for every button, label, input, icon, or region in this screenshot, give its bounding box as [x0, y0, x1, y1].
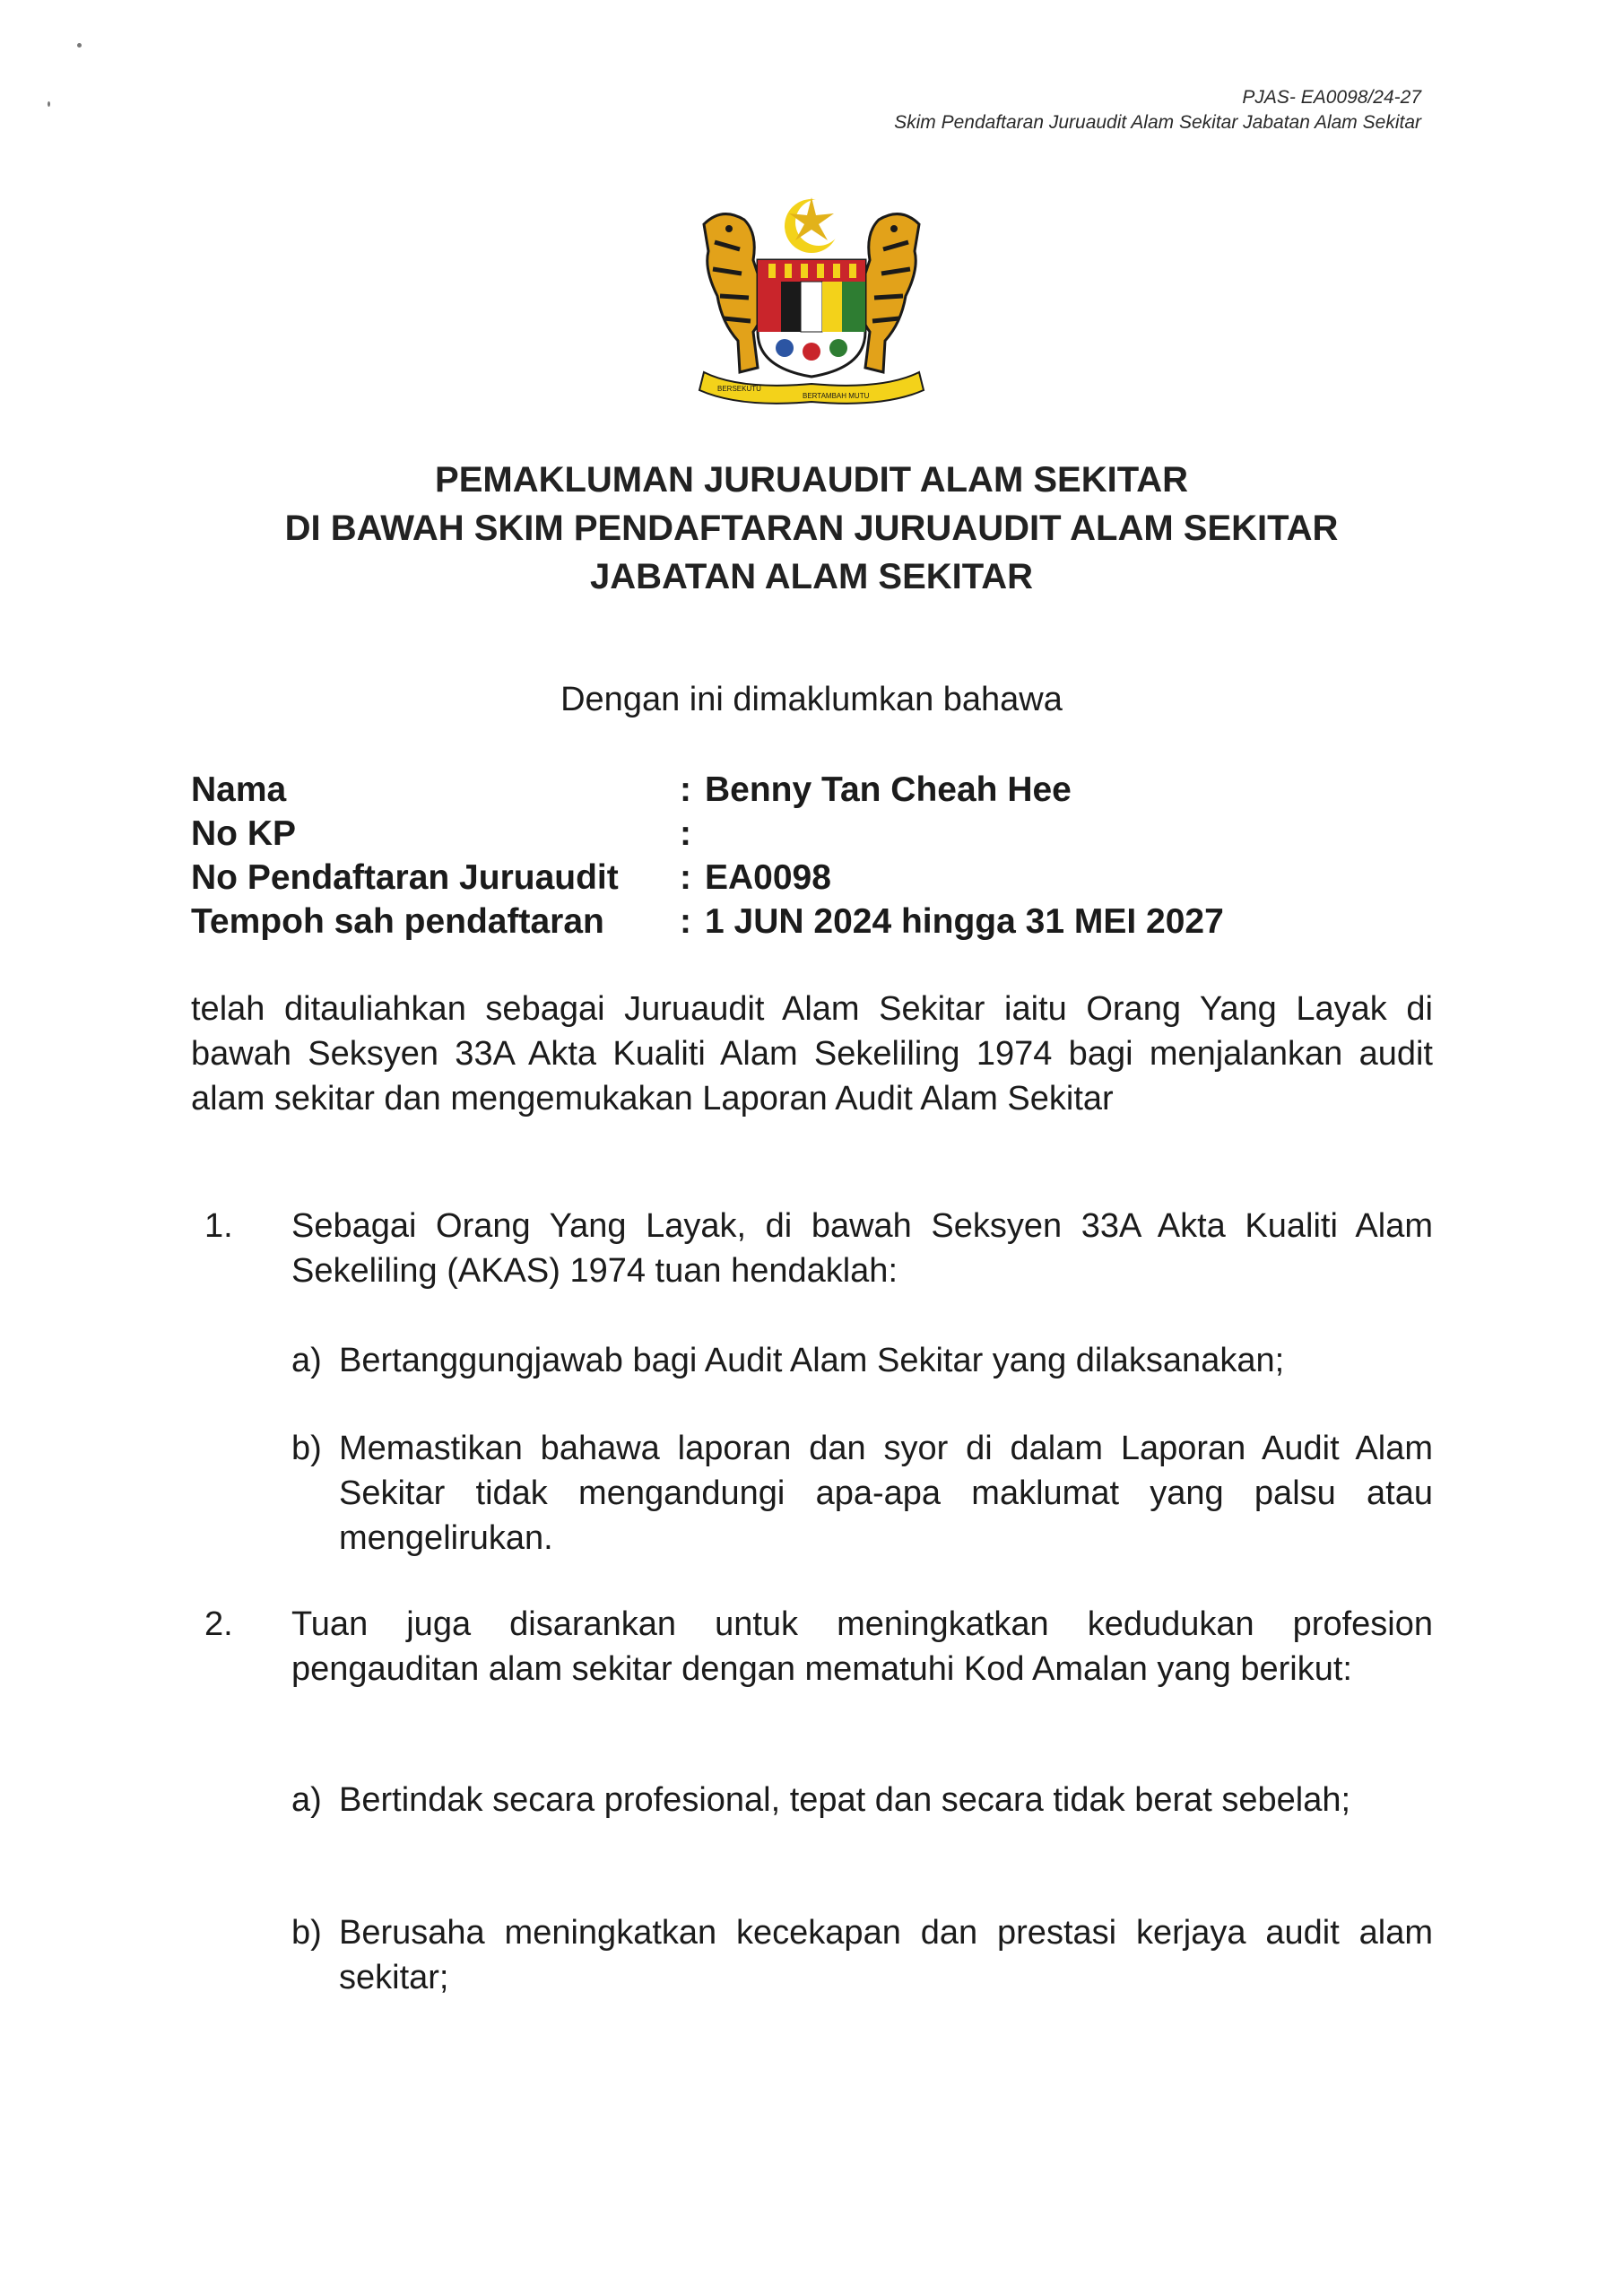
sub-item-letter: b): [291, 1430, 322, 1467]
field-separator: :: [680, 814, 691, 853]
numbered-item-2: [191, 1602, 1433, 1692]
sub-item-text: Memastikan bahawa laporan dan syor di dalam Laporan Audit Alam Sekitar tidak mengandungi apa-apa maklumat yang palsu atau mengelirukan.: [339, 1430, 1433, 1557]
sub-item-2b: [291, 1910, 1433, 2000]
sub-item-2a: [291, 1778, 1433, 1822]
field-label: No Pendaftaran Juruaudit: [191, 858, 619, 897]
numbered-item-1: [191, 1204, 1433, 1293]
scheme-name: Skim Pendaftaran Juruaudit Alam Sekitar Jabatan Alam Sekitar: [894, 112, 1421, 133]
motto-right: BERTAMBAH MUTU: [803, 392, 870, 400]
field-label: Tempoh sah pendaftaran: [191, 902, 604, 941]
field-value: Benny Tan Cheah Hee: [705, 770, 1072, 809]
reference-header: [894, 85, 1421, 135]
field-value: EA0098: [705, 858, 831, 897]
field-row-validity-period: [191, 900, 1224, 944]
scan-speck: [48, 101, 50, 107]
item-text: Sebagai Orang Yang Layak, di bawah Seksyen 33A Akta Kualiti Alam Sekeliling (AKAS) 1974 tuan hendaklah:: [291, 1207, 1433, 1290]
sub-item-text: Bertindak secara profesional, tepat dan secara tidak berat sebelah;: [339, 1781, 1351, 1819]
title-line-2: DI BAWAH SKIM PENDAFTARAN JURUAUDIT ALAM SEKITAR: [284, 509, 1339, 548]
sub-item-text: Berusaha meningkatkan kecekapan dan prestasi kerjaya audit alam sekitar;: [339, 1914, 1433, 1996]
intro-text: Dengan ini dimaklumkan bahawa: [560, 681, 1063, 718]
document-title: [0, 456, 1623, 601]
title-line-3: JABATAN ALAM SEKITAR: [589, 557, 1034, 596]
body-paragraph: telah ditauliahkan sebagai Juruaudit Alam Sekitar iaitu Orang Yang Layak di bawah Seksyen 33A Akta Kualiti Alam Sekeliling 1974 bagi menjalankan audit alam sekitar dan mengemukakan Laporan Audit Alam Sekitar: [191, 990, 1433, 1118]
sub-item-text: Bertanggungjawab bagi Audit Alam Sekitar yang dilaksanakan;: [339, 1342, 1285, 1379]
field-separator: :: [680, 770, 691, 809]
sub-item-letter: a): [291, 1781, 322, 1819]
field-separator: :: [680, 858, 691, 897]
sub-item-1b: [291, 1426, 1433, 1561]
sub-item-letter: a): [291, 1342, 322, 1379]
malaysia-coat-of-arms-icon: [668, 188, 955, 422]
reference-code: PJAS- EA0098/24-27: [1242, 87, 1421, 108]
right-tiger-icon: [860, 214, 919, 372]
item-text: Tuan juga disarankan untuk meningkatkan kedudukan profesion pengauditan alam sekitar dengan mematuhi Kod Amalan yang berikut:: [291, 1605, 1433, 1688]
left-tiger-icon: [704, 214, 763, 372]
field-separator: :: [680, 902, 691, 941]
field-row-id-number: [191, 812, 1224, 856]
field-label: No KP: [191, 814, 296, 853]
details-table: [191, 768, 1224, 944]
field-row-registration-number: [191, 856, 1224, 900]
sub-item-letter: b): [291, 1914, 322, 1952]
field-label: Nama: [191, 770, 287, 809]
field-value: 1 JUN 2024 hingga 31 MEI 2027: [705, 902, 1224, 941]
shield-icon: [758, 260, 865, 377]
item-number: 1.: [204, 1207, 233, 1245]
motto-left: BERSEKUTU: [717, 385, 761, 393]
sub-item-1a: [291, 1338, 1433, 1383]
item-number: 2.: [204, 1605, 233, 1643]
scan-speck: [77, 43, 82, 48]
title-line-1: PEMAKLUMAN JURUAUDIT ALAM SEKITAR: [435, 460, 1188, 500]
field-row-name: [191, 768, 1224, 812]
